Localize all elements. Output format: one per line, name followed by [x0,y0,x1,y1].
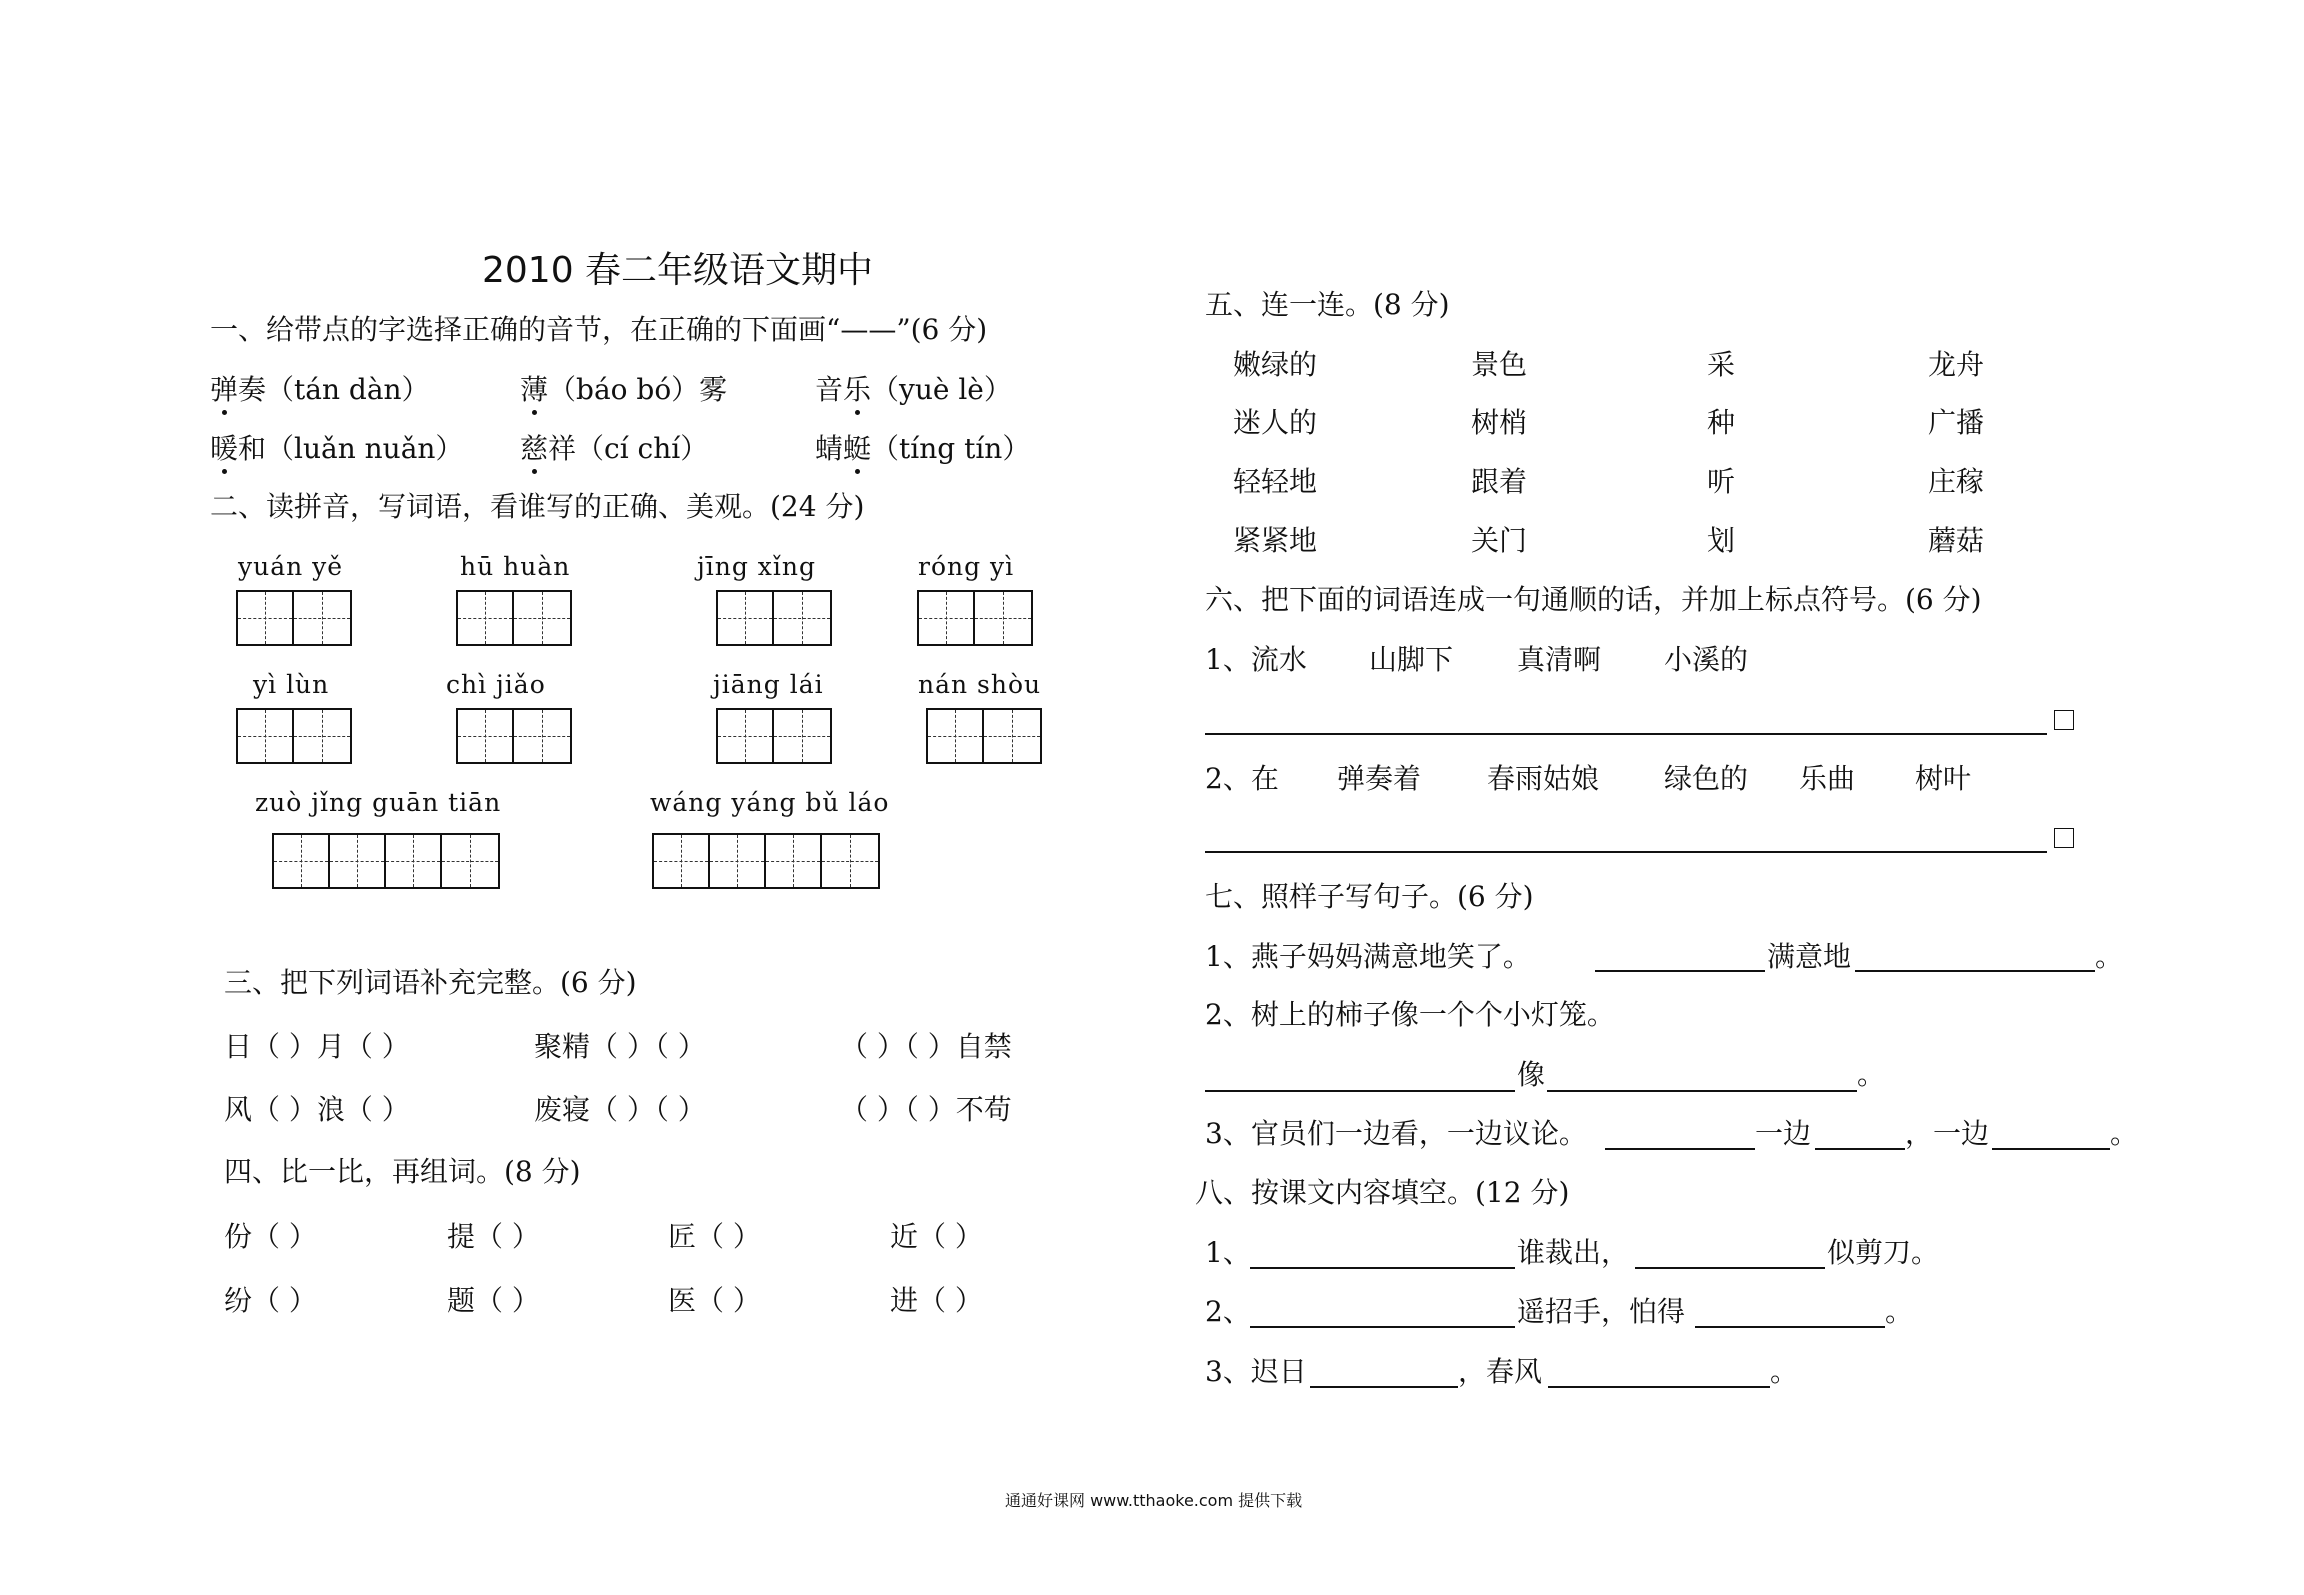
s5-word: 庄稼 [1928,465,1985,498]
pinyin: zuò jǐng guān tiān [255,788,502,817]
s8-q2: 2、 [1205,1295,1251,1328]
s6-word: 绿色的 [1664,762,1749,795]
writing-grid[interactable] [236,708,352,764]
writing-grid[interactable] [456,590,572,646]
s1-item-6: 蜻蜓（tíng tín） [815,432,1031,465]
s4-item: 份（ ） [224,1220,317,1253]
writing-grid[interactable] [917,590,1033,646]
answer-line[interactable] [1595,970,1765,972]
s7-q2-word: 像 [1517,1058,1546,1091]
s7-q1-word: 满意地 [1767,940,1852,973]
s4-item: 医（ ） [668,1284,761,1317]
s5-word: 跟着 [1471,465,1528,498]
s4-item: 纷（ ） [224,1284,317,1317]
s4-item: 近（ ） [890,1220,983,1253]
s5-word: 广播 [1928,406,1985,439]
dotted-char: 蜓 [843,432,872,465]
s7-q2-end: 。 [1857,1058,1886,1091]
s8-q1-word: 谁裁出， [1517,1236,1630,1269]
footer-credit: 通通好课网 www.tthaoke.com 提供下载 [1005,1491,1303,1510]
s6-word: 春雨姑娘 [1487,762,1600,795]
s7-q3-end: 。 [2110,1117,2139,1150]
s7-q1: 1、燕子妈妈满意地笑了。 [1205,940,1531,973]
s6-word: 真清啊 [1517,643,1602,676]
writing-grid[interactable] [236,590,352,646]
section-1-heading: 一、给带点的字选择正确的音节，在正确的下面画“——”(6 分) [210,313,988,346]
pinyin: hū huàn [460,552,571,581]
writing-grid[interactable] [272,833,500,889]
s5-word: 迷人的 [1233,406,1318,439]
answer-line[interactable] [1250,1326,1515,1328]
section-6-heading: 六、把下面的词语连成一句通顺的话，并加上标点符号。(6 分) [1205,583,1982,616]
section-4-heading: 四、比一比，再组词。(8 分) [224,1155,581,1188]
punctuation-box[interactable] [2054,828,2074,848]
writing-grid[interactable] [926,708,1042,764]
s6-word: 乐曲 [1799,762,1856,795]
s6-word: 2、在 [1205,762,1279,795]
dotted-char: 慈 [520,432,549,465]
pinyin: chì jiǎo [446,670,546,699]
answer-line[interactable] [1635,1267,1825,1269]
s3-item: （ ）（ ）自禁 [840,1030,1012,1063]
s8-q1: 1、 [1205,1236,1251,1269]
answer-line[interactable] [1310,1386,1458,1388]
pinyin: róng yì [918,552,1015,581]
answer-line[interactable] [1205,851,2047,853]
s5-word: 关门 [1471,524,1528,557]
pinyin: jiāng lái [713,670,824,699]
s6-word: 树叶 [1915,762,1972,795]
s7-q2: 2、树上的柿子像一个个小灯笼。 [1205,998,1615,1031]
s4-item: 匠（ ） [668,1220,761,1253]
s7-q3: 3、官员们一边看，一边议论。 [1205,1117,1587,1150]
answer-line[interactable] [1205,733,2047,735]
s1-item-2: 薄（báo bó）雾 [520,373,728,406]
s5-word: 蘑菇 [1928,524,1985,557]
pinyin: nán shòu [918,670,1042,699]
section-7-heading: 七、照样子写句子。(6 分) [1205,880,1534,913]
writing-grid[interactable] [716,590,832,646]
answer-line[interactable] [1205,1090,1515,1092]
s5-word: 划 [1707,524,1736,557]
s3-item: （ ）（ ）不苟 [840,1093,1012,1126]
s7-q1-end: 。 [2095,940,2124,973]
pinyin: yì lùn [253,670,330,699]
s8-q3-end: 。 [1770,1355,1799,1388]
pinyin: yuán yě [238,552,344,581]
answer-line[interactable] [1855,970,2095,972]
s5-word: 采 [1707,348,1736,381]
writing-grid[interactable] [456,708,572,764]
s1-item-4: 暖和（luǎn nuǎn） [210,432,464,465]
s1-item-1: 弹奏（tán dàn） [210,373,430,406]
s6-word: 山脚下 [1369,643,1454,676]
s3-item: 日（ ）月（ ） [224,1030,410,1063]
s5-word: 景色 [1471,348,1528,381]
answer-line[interactable] [1250,1267,1515,1269]
s5-word: 轻轻地 [1233,465,1318,498]
punctuation-box[interactable] [2054,710,2074,730]
dotted-char: 薄 [520,373,549,406]
s8-q3: 3、迟日 [1205,1355,1307,1388]
s8-q2-end: 。 [1885,1295,1914,1328]
s3-item: 废寝（ ）（ ） [534,1093,706,1126]
s1-item-3: 音乐（yuè lè） [815,373,1012,406]
s3-item: 风（ ）浪（ ） [224,1093,410,1126]
answer-line[interactable] [1605,1148,1755,1150]
s5-word: 紧紧地 [1233,524,1318,557]
writing-grid[interactable] [652,833,880,889]
section-8-heading: 八、按课文内容填空。(12 分) [1195,1176,1570,1209]
s5-word: 听 [1707,465,1736,498]
pinyin: jīng xǐng [697,552,816,581]
s5-word: 嫩绿的 [1233,348,1318,381]
answer-line[interactable] [1548,1386,1770,1388]
s7-q3-word: ，一边 [1905,1117,1990,1150]
s4-item: 提（ ） [447,1220,540,1253]
s8-q2-word: 遥招手，怕得 [1517,1295,1686,1328]
s1-item-5: 慈祥（cí chí） [520,432,709,465]
s7-q3-word: 一边 [1755,1117,1812,1150]
s4-item: 进（ ） [890,1284,983,1317]
s5-word: 龙舟 [1928,348,1985,381]
answer-line[interactable] [1815,1148,1905,1150]
dotted-char: 乐 [843,373,872,406]
pinyin: wáng yáng bǔ láo [650,788,890,817]
answer-line[interactable] [1547,1090,1857,1092]
s8-q1-end: 似剪刀。 [1827,1236,1940,1269]
s6-word: 小溪的 [1664,643,1749,676]
s5-word: 种 [1707,406,1736,439]
s6-word: 弹奏着 [1337,762,1422,795]
s4-item: 题（ ） [447,1284,540,1317]
s6-word: 1、流水 [1205,643,1307,676]
answer-line[interactable] [1992,1148,2110,1150]
s3-item: 聚精（ ）（ ） [534,1030,706,1063]
dotted-char: 暖 [210,432,239,465]
section-2-heading: 二、读拼音，写词语，看谁写的正确、美观。(24 分) [210,490,865,523]
section-5-heading: 五、连一连。(8 分) [1205,288,1450,321]
answer-line[interactable] [1695,1326,1885,1328]
s5-word: 树梢 [1471,406,1528,439]
dotted-char: 弹 [210,373,239,406]
section-3-heading: 三、把下列词语补充完整。(6 分) [224,966,637,999]
s8-q3-word: ，春风 [1458,1355,1543,1388]
page-title: 2010 春二年级语文期中 [482,250,874,291]
writing-grid[interactable] [716,708,832,764]
